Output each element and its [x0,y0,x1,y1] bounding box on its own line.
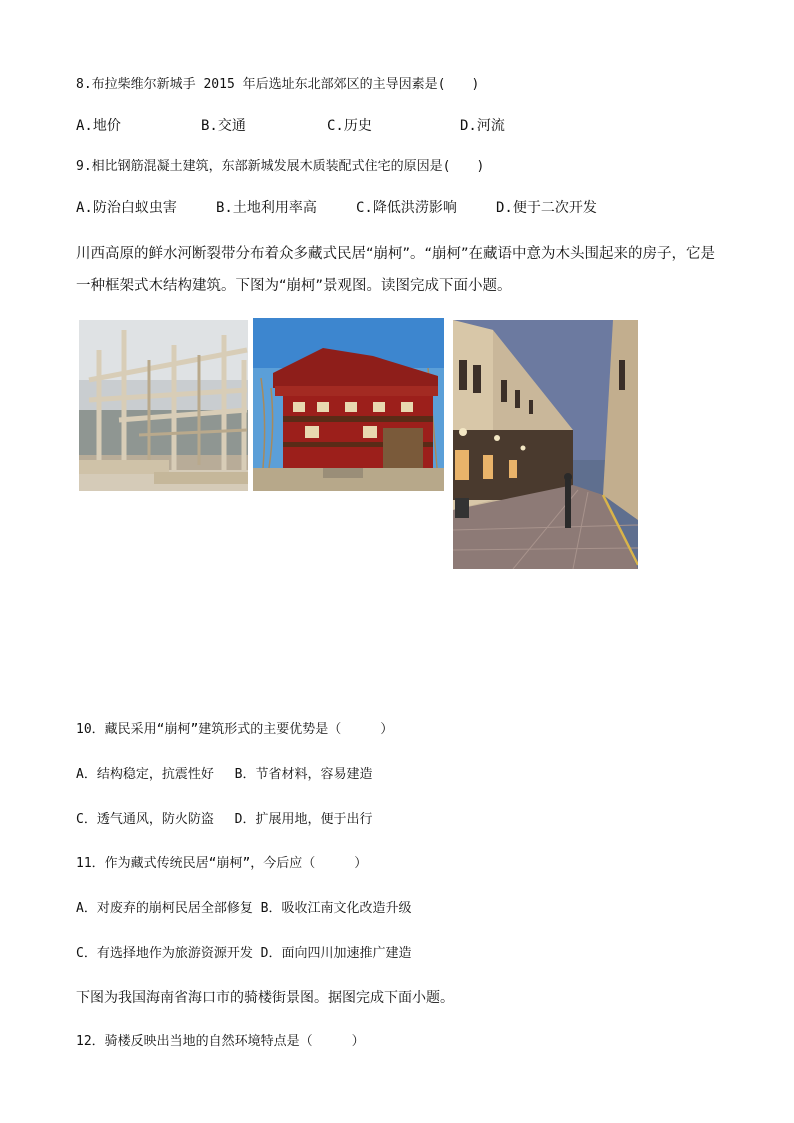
arcade-street-photo [453,320,638,569]
question-10-options-row-1: A．结构稳定，抗震性好 B．节省材料，容易建造 [76,767,373,782]
tibetan-red-house-photo [253,318,444,491]
passage-2-line-1: 下图为我国海南省海口市的骑楼街景图。据图完成下面小题。 [76,990,454,1006]
passage-paragraph-line-2: 一种框架式木结构建筑。下图为“崩柯”景观图。读图完成下面小题。 [76,278,512,294]
question-9-option-a: A.防治白蚁虫害 [76,200,177,216]
question-10-options-row-2: C．透气通风，防火防盗 D．扩展用地，便于出行 [76,812,373,827]
question-8-option-c: C.历史 [327,118,372,134]
question-8-option-d: D.河流 [460,118,505,134]
passage-paragraph-line-1: 川西高原的鲜水河断裂带分布着众多藏式民居“崩柯”。“崩柯”在藏语中意为木头围起来的房子，它是 [76,246,716,262]
question-9-option-d: D.便于二次开发 [496,200,597,216]
wooden-frame-construction-photo [79,320,248,491]
question-11-options-row-2: C．有选择地作为旅游资源开发 D．面向四川加速推广建造 [76,946,412,961]
question-11-options-row-1: A．对废弃的崩柯民居全部修复 B．吸收江南文化改造升级 [76,901,412,916]
question-8-option-a: A.地价 [76,118,121,134]
question-9-option-b: B.土地利用率高 [216,200,317,216]
question-9-option-c: C.降低洪涝影响 [356,200,457,216]
question-11-stem: 11．作为藏式传统民居“崩柯”，今后应（ ） [76,856,368,871]
question-12-stem: 12．骑楼反映出当地的自然环境特点是（ ） [76,1034,365,1049]
question-10-stem: 10．藏民采用“崩柯”建筑形式的主要优势是（ ） [76,722,394,737]
question-9-stem: 9.相比钢筋混凝土建筑，东部新城发展木质装配式住宅的原因是( ) [76,159,485,174]
question-8-stem: 8.布拉柴维尔新城手 2015 年后选址东北部郊区的主导因素是( ) [76,77,480,92]
question-8-option-b: B.交通 [201,118,246,134]
